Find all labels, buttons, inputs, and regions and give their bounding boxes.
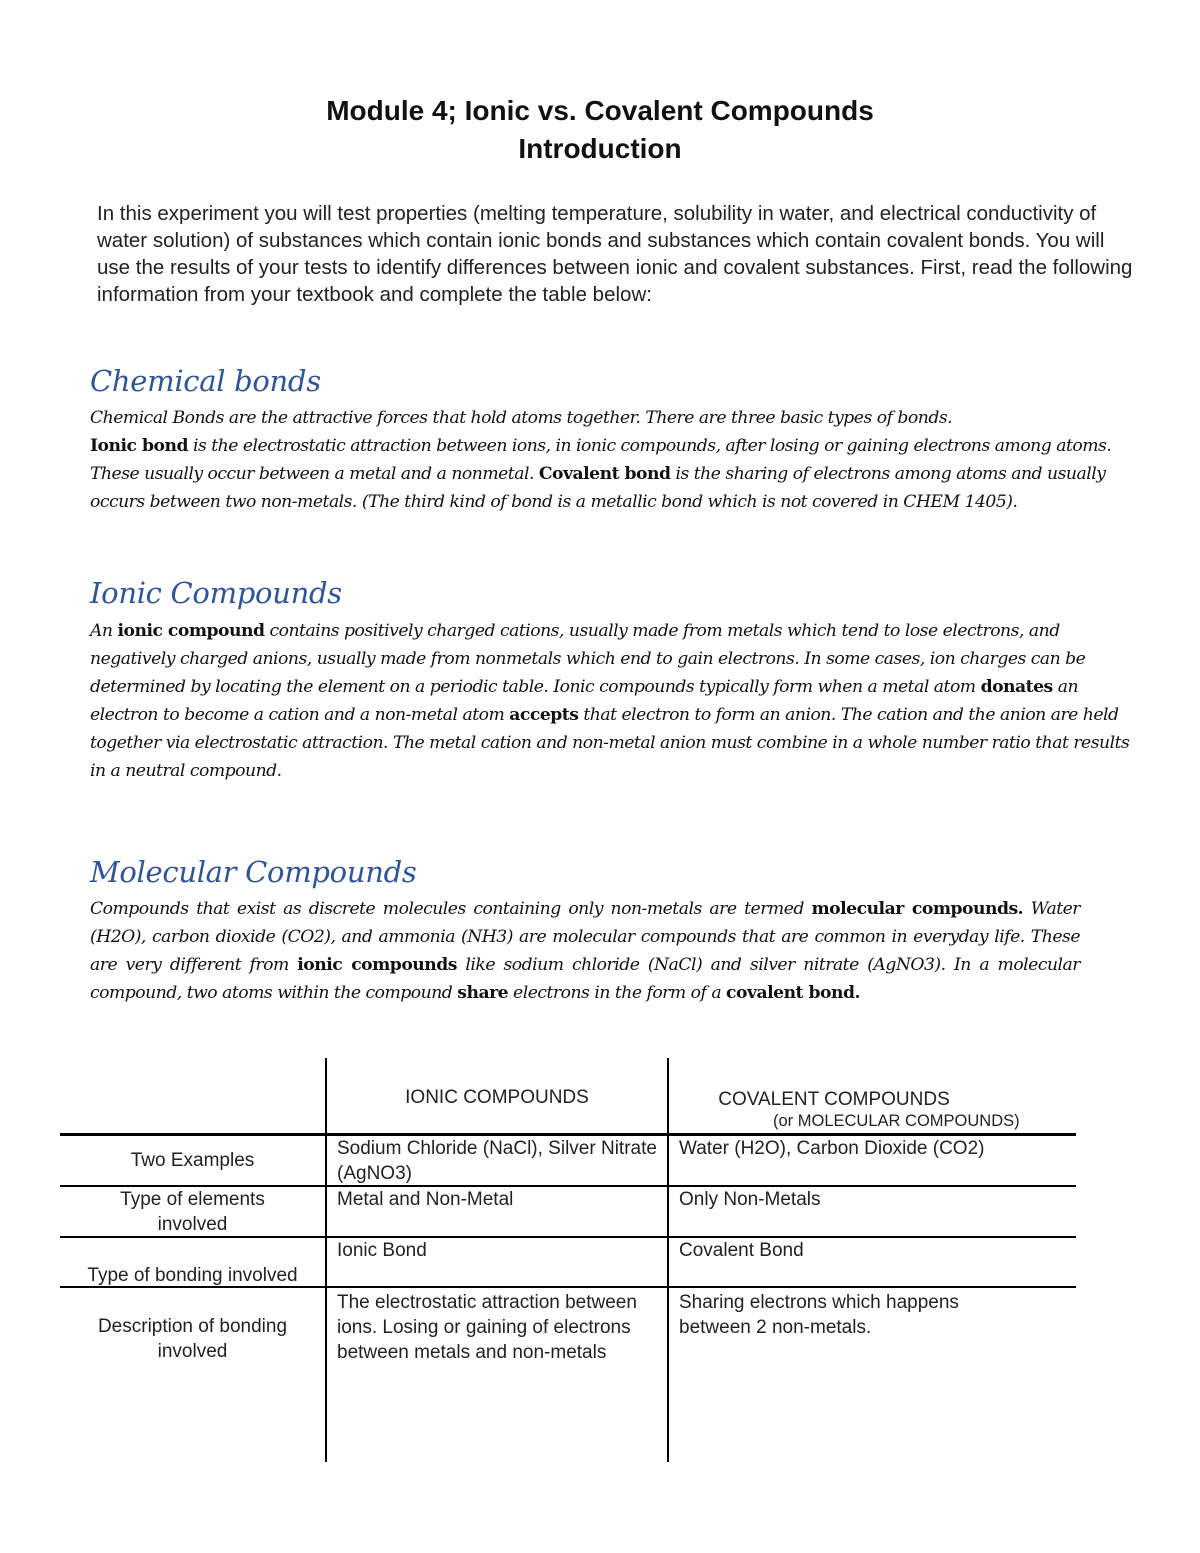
- bold-term: Covalent bond: [538, 464, 671, 484]
- cell-covalent: Sharing electrons which happens between 2 non-metals.: [679, 1292, 959, 1338]
- document-title: [0, 92, 1200, 168]
- bold-term: share: [457, 983, 509, 1003]
- intro-paragraph: In this experiment you will test properties (melting temperature, solubility in water, and electrical conductivity of water solution) of substances which contain ionic bonds and substances which contain covalent bonds. You will use the results of your tests to identify differences between ionic and covalent substances. First, read the following information from your textbook and complete the table below:: [97, 202, 1133, 306]
- row-label: Description of bonding involved: [97, 1316, 288, 1362]
- molecular-compounds-paragraph: [90, 895, 1080, 1007]
- text: Compounds that exist as discrete molecules containing only non-metals are termed: [90, 899, 812, 919]
- bold-term: accepts: [509, 705, 579, 725]
- cell-covalent: Covalent Bond: [679, 1240, 804, 1261]
- text: is the electrostatic attraction between ions, in ionic compounds, after losing or gaining electrons among atoms. These usually occur between a metal and a nonmetal.: [90, 436, 1112, 484]
- heading-ionic-compounds: Ionic Compounds: [90, 576, 342, 610]
- title-line-2: Introduction: [518, 133, 682, 164]
- table-hline: [60, 1286, 1076, 1288]
- cell-ionic: Metal and Non-Metal: [337, 1189, 514, 1210]
- text: electrons in the form of a: [508, 983, 727, 1003]
- cell-ionic: The electrostatic attraction between ions. Losing or gaining of electrons between metals and non-metals: [337, 1292, 637, 1363]
- bold-term: molecular compounds.: [811, 899, 1024, 919]
- title-line-1: Module 4; Ionic vs. Covalent Compounds: [326, 95, 874, 126]
- header-covalent-sub: (or MOLECULAR COMPOUNDS): [773, 1112, 1020, 1130]
- row-label: Type of elements involved: [120, 1189, 265, 1235]
- header-covalent: COVALENT COMPOUNDS: [718, 1089, 950, 1110]
- text: Chemical Bonds are the attractive forces that hold atoms together. There are three basic types of bonds.: [90, 408, 953, 428]
- bold-term: donates: [980, 677, 1053, 697]
- table-hline: [60, 1185, 1076, 1187]
- bold-term: Ionic bond: [90, 436, 188, 456]
- row-label: Two Examples: [130, 1150, 255, 1171]
- cell-covalent: Only Non-Metals: [679, 1189, 821, 1210]
- table-vline: [325, 1058, 327, 1462]
- table-hline: [60, 1236, 1076, 1238]
- heading-molecular-compounds: Molecular Compounds: [90, 855, 417, 889]
- text: contains positively charged cations, usually made from metals which tend to lose electrons, and negatively charged anions, usually made from nonmetals which end to gain electrons. In some cases, ion charges can be determined by locating the element on a periodic table. Ionic compounds typically form when a metal atom: [90, 621, 1086, 697]
- cell-ionic: Ionic Bond: [337, 1240, 427, 1261]
- table-vline: [667, 1058, 669, 1462]
- ionic-compounds-paragraph: [90, 617, 1130, 785]
- bold-term: ionic compounds: [297, 955, 457, 975]
- text: is the sharing of electrons among atoms and usually occurs between two non-metals. (The third kind of bond is a metallic bond which is not covered in CHEM 1405).: [90, 464, 1106, 512]
- bold-term: ionic compound: [117, 621, 265, 641]
- text: Water (H2O), carbon dioxide (CO2), and ammonia (NH3) are molecular compounds that are common in everyday life. These are very different from: [90, 899, 1080, 975]
- row-label: Type of bonding involved: [87, 1265, 298, 1286]
- text: like sodium chloride (NaCl) and silver nitrate (AgNO3). In a molecular compound, two atoms within the compound: [90, 955, 1080, 1003]
- text: an electron to become a cation and a non-metal atom: [90, 677, 1079, 725]
- cell-ionic: Sodium Chloride (NaCl), Silver Nitrate (AgNO3): [337, 1138, 657, 1184]
- table-hline: [60, 1133, 1076, 1136]
- bold-term: covalent bond.: [726, 983, 860, 1003]
- cell-covalent: Water (H2O), Carbon Dioxide (CO2): [679, 1138, 985, 1159]
- heading-chemical-bonds: Chemical bonds: [90, 364, 321, 398]
- text: that electron to form an anion. The cation and the anion are held together via electrostatic attraction. The metal cation and non-metal anion must combine in a whole number ratio that results in a neutral compound.: [90, 705, 1130, 781]
- chemical-bonds-paragraph: [90, 404, 1130, 516]
- header-ionic: IONIC COMPOUNDS: [405, 1087, 589, 1108]
- text: An: [90, 621, 118, 641]
